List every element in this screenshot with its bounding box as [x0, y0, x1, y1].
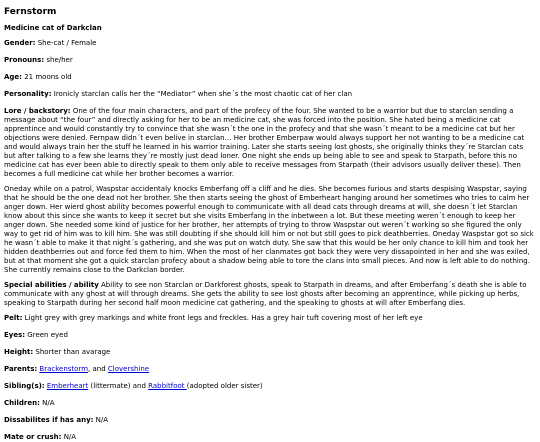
parents-label: Parents:: [4, 365, 38, 373]
mate-row: [4, 433, 535, 442]
mate-value: N/A: [63, 433, 77, 441]
eyes-label: Eyes:: [4, 331, 26, 339]
siblings-row: [4, 382, 535, 391]
age-value: 21 moons old: [24, 73, 72, 81]
height-label: Height:: [4, 348, 34, 356]
siblings-text-2: (adopted older sister): [186, 382, 263, 390]
eyes-row: [4, 331, 535, 340]
pelt-label: Pelt:: [4, 314, 23, 322]
height-row: [4, 348, 535, 357]
mate-label: Mate or crush:: [4, 433, 62, 441]
lore-text-2: Oneday while on a patrol, Waspstar accidentaly knocks Emberfang off a cliff and he dies. She becomes furious and starts despising Waspstar, saying that he should be the one dead not her brother. She then starts seeing the ghost of Emberheart hanging around her sometimes who tries to calm her anger down. Her wierd ghost ability becomes powerful enough to communicate with all dead cats through dreams at will, she doesn´t let Starclan know about this since she wants to keep it secret but she visits Emberfang in the inbetween a lot. But these meeting weren´t enough to keep her anger down. She needed some kind of justice for her brother, her attempts of trying to throw Waspstar out weren´t working so she figured the only way to get rid of him was to kill him. She was still doubting if she should kill him or not but still goes to pick deathberries. Oneday Waspstar got so sick he wasn´t able to make it that night´s gathering, and she was put on watch duty. She saw that this would be her only chance to kill him and took her hidden deathberries out and force fed them to him. When the most of her clanmates got back they were very dissapointed in her and she was exiled, but at that moment she got a quick starclan profecy about a shadow being able to tore the clans into small pieces. And now is left able to do nothing. She currently remains close to the Darkclan border.: [4, 185, 534, 274]
height-value: Shorter than avarage: [35, 348, 111, 356]
pelt-row: [4, 314, 535, 323]
pronouns-value: she/her: [46, 56, 73, 64]
gender-label: Gender:: [4, 39, 36, 47]
lore-paragraph-2: [4, 185, 535, 275]
age-label: Age:: [4, 73, 22, 81]
gender-row: [4, 39, 535, 48]
parent-link-clovershine[interactable]: Clovershine: [107, 365, 150, 373]
eyes-value: Green eyed: [27, 331, 68, 339]
lore-label: Lore / backstory:: [4, 107, 71, 115]
role-heading: Medicine cat of Darkclan: [4, 24, 102, 32]
personality-row: [4, 90, 535, 99]
pronouns-row: [4, 56, 535, 65]
abilities-label: Special abilities / ability: [4, 281, 99, 289]
disabilities-value: N/A: [95, 416, 109, 424]
page-title: Fernstorm: [4, 7, 57, 17]
pelt-value: Light grey with grey markings and white front legs and freckles. Has a grey hair tuft covering most of her left eye: [24, 314, 423, 322]
personality-label: Personality:: [4, 90, 52, 98]
children-label: Children:: [4, 399, 40, 407]
siblings-text-1: (littermate) and: [88, 382, 149, 390]
pronouns-label: Pronouns:: [4, 56, 45, 64]
lore-paragraph-1: [4, 107, 535, 179]
disabilities-label: Dissabilites if has any:: [4, 416, 94, 424]
abilities-value: Ability to see non Starclan or Darkforest ghosts, speak to Starpath in dreams, and after Emberfang´s death she is able to communicate with any ghost at will through dreams. She gets the ability to see lost ghosts after becoming an apprentince, while picking up herbs, speaking to Starpath during her second half moon medicine cat gathering, and the speaking to ghosts at will after Emberfang dies.: [4, 281, 527, 307]
children-value: N/A: [42, 399, 55, 407]
parent-link-brackenstorm[interactable]: Brackenstorm: [39, 365, 89, 373]
sibling-link-rabbitfoot[interactable]: Rabbitfoot: [148, 382, 187, 390]
age-row: [4, 73, 535, 82]
children-row: [4, 399, 535, 408]
lore-text-1: One of the four main characters, and part of the profecy of the four. She wanted to be a warrior but due to starclan sending a message about “the four” and directly asking for her to be an medicine cat, she was forced into the position. She hated being a medicine cat apprentince and would constantly try to convince that she wasn´t the one in the profecy and that she wasn´t meant to be a medicine cat but her objections were denied. Fernpaw didn´t even belive in starclan… Her brother Emberpaw would always support her not wanting to be a medicine cat and would always train her the stuff he learned in his warrior training. Later she starts seeing lost ghosts, she originally thinks they´re Starclan cats but after talking to a few she learns they´re mostly just dead loner. One night she ends up being able to see and speak to Starpath, before this no medicine cat has ever been able to directly speak to them only able to receive messages from Starpath (their advisors usually deliver these). Then becomes a full medicine cat while her brother becomes a warrior.: [4, 107, 525, 178]
parents-separator: , and: [88, 365, 108, 373]
personality-value: Ironicly starclan calls her the “Mediator” when she´s the most chaotic cat of her clan: [53, 90, 353, 98]
parents-row: [4, 365, 535, 374]
gender-value: She-cat / Female: [37, 39, 97, 47]
disabilities-row: [4, 416, 535, 425]
sibling-link-emberheart[interactable]: Emberheart: [46, 382, 89, 390]
siblings-label: Sibling(s):: [4, 382, 45, 390]
abilities-row: [4, 281, 535, 308]
